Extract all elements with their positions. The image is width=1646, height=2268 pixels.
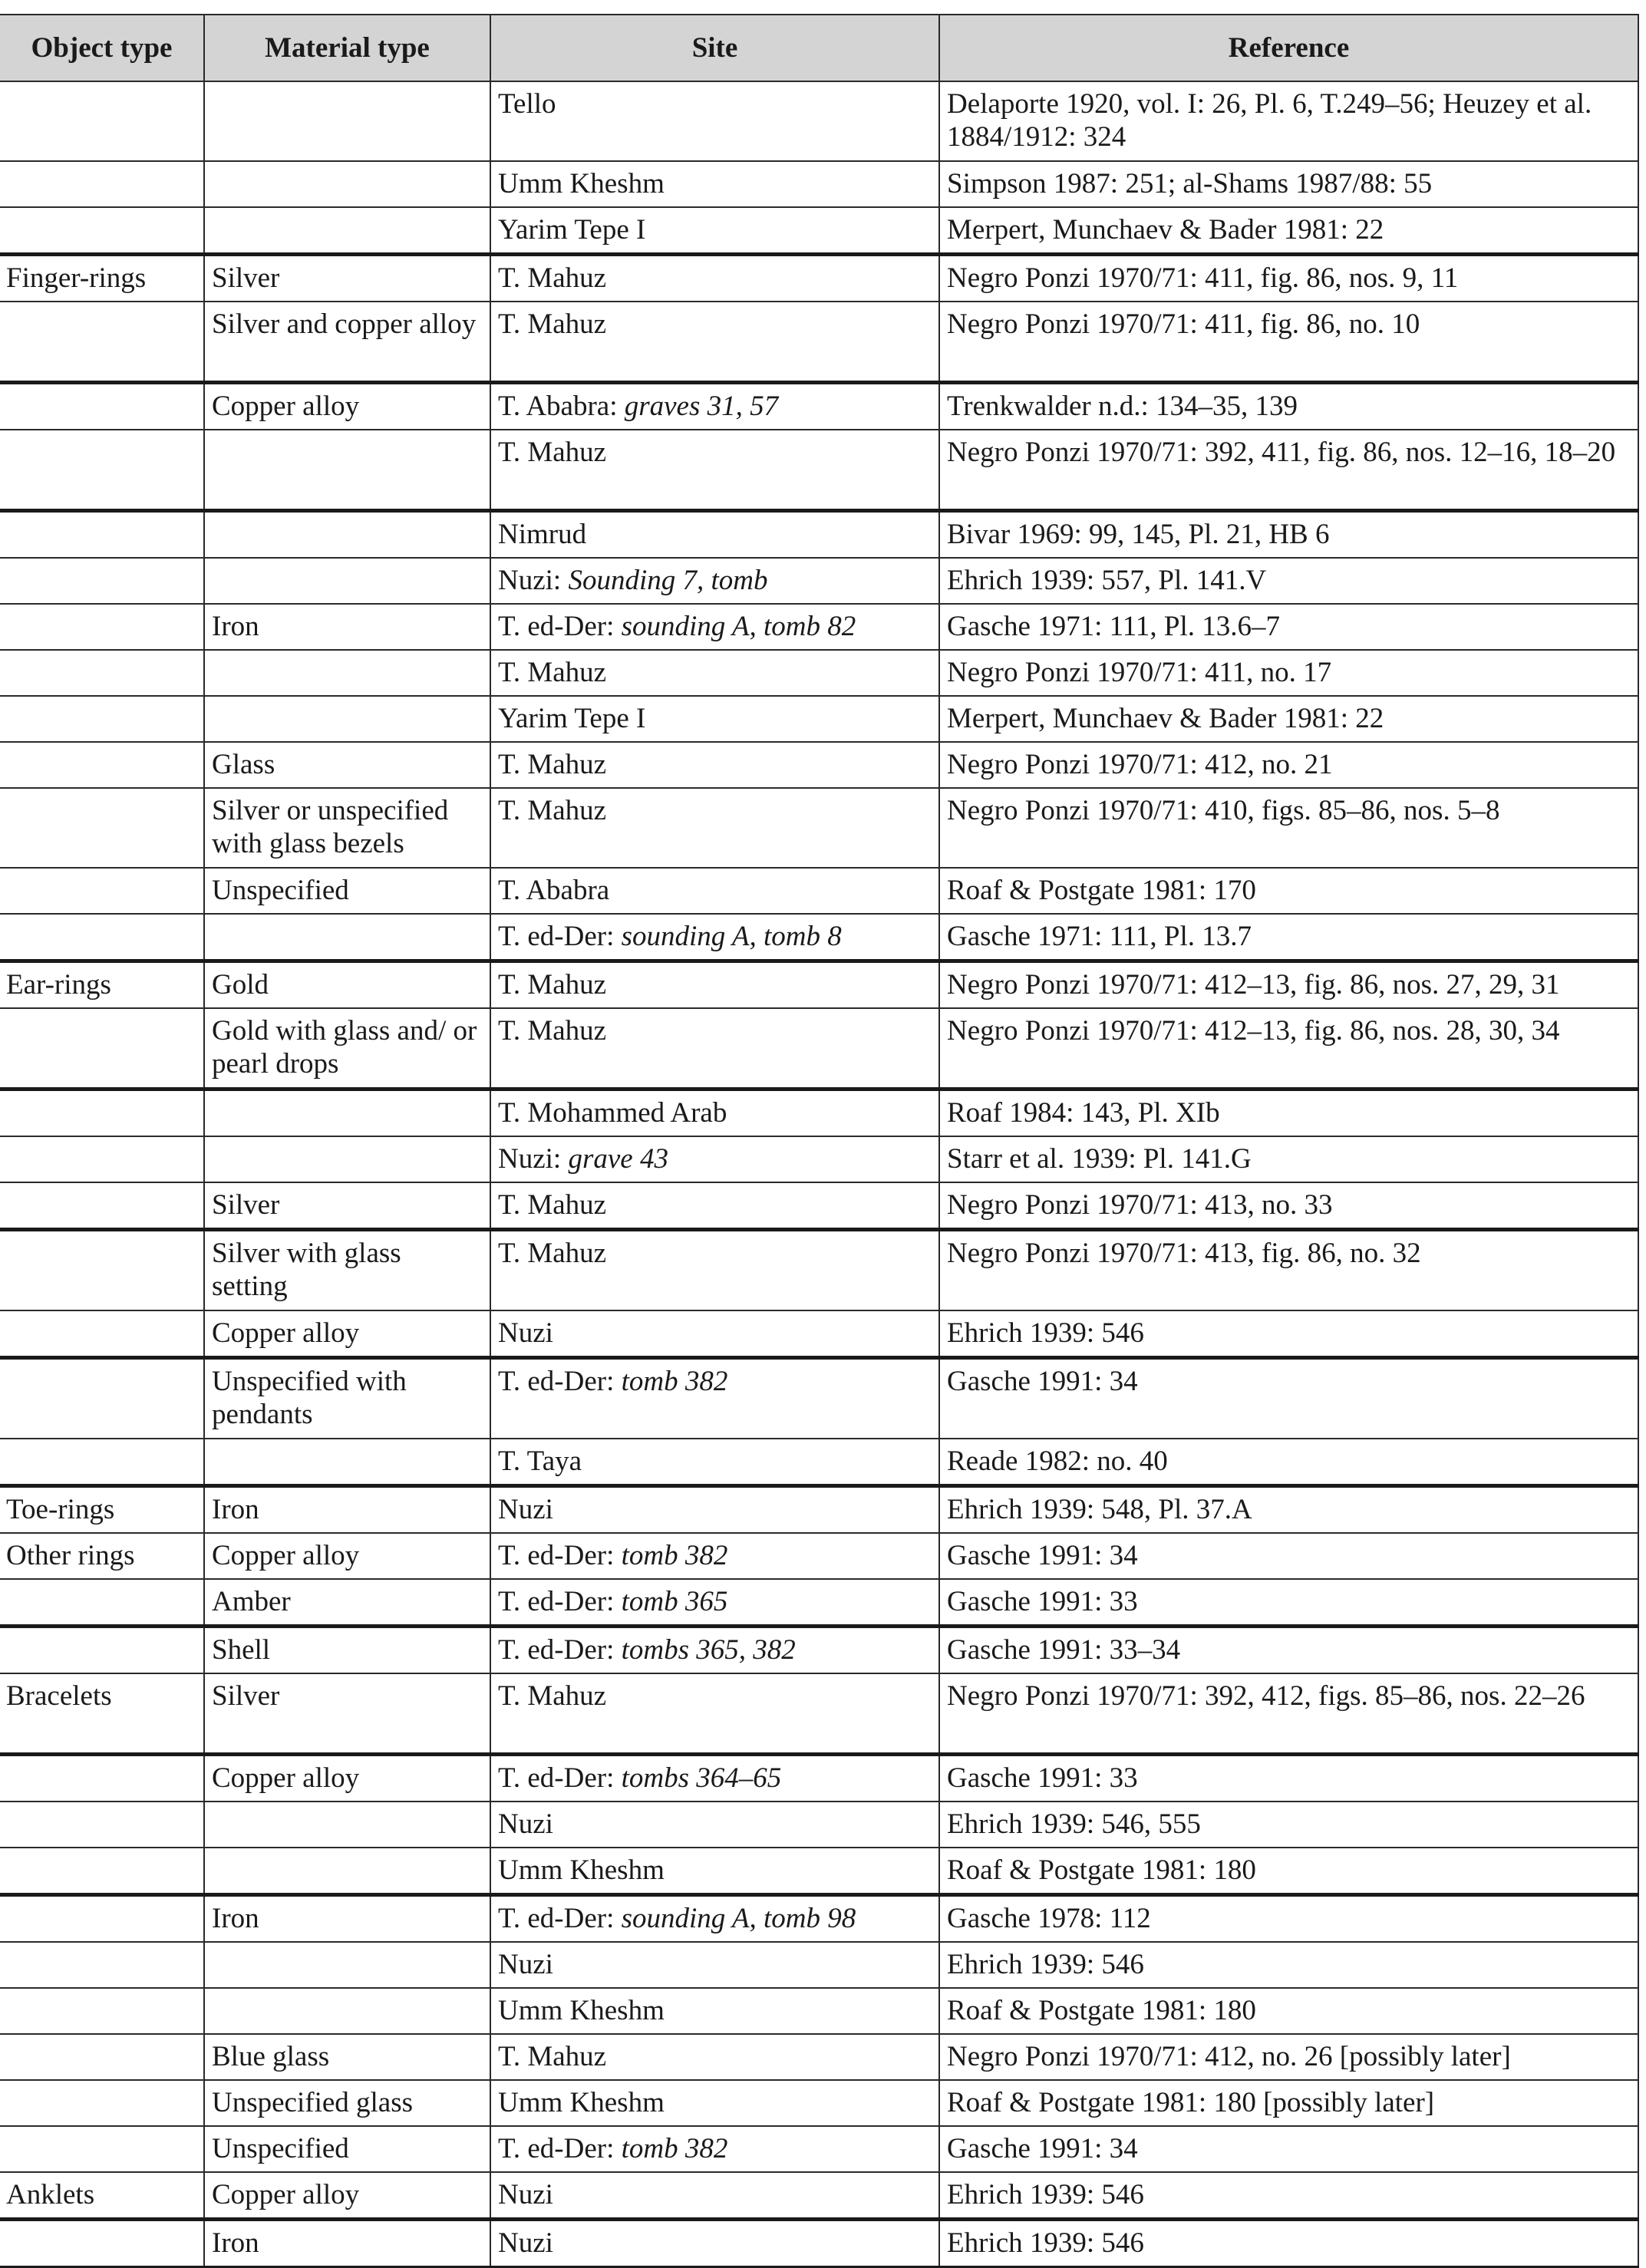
cell-material-type xyxy=(204,207,490,255)
table-row xyxy=(0,1848,1638,1895)
table-row xyxy=(0,1942,1638,1988)
cell-reference: Negro Ponzi 1970/71: 412–13, fig. 86, nos. 28, 30, 34 xyxy=(939,1008,1638,1089)
cell-site xyxy=(490,255,939,302)
cell-object-type xyxy=(0,1182,204,1230)
cell-site xyxy=(490,742,939,788)
cell-reference: Ehrich 1939: 546 xyxy=(939,2220,1638,2267)
header-reference: Reference xyxy=(939,15,1638,81)
cell-site xyxy=(490,1310,939,1358)
cell-reference: Ehrich 1939: 546 xyxy=(939,2172,1638,2220)
cell-material-type xyxy=(204,430,490,511)
table-row xyxy=(0,788,1638,868)
cell-reference: Ehrich 1939: 548, Pl. 37.A xyxy=(939,1486,1638,1534)
cell-material-type xyxy=(204,558,490,604)
cell-material-type: Copper alloy xyxy=(204,1310,490,1358)
site-name: T. Mahuz xyxy=(498,795,607,826)
site-context-note: tomb 382 xyxy=(621,1366,728,1397)
table-row xyxy=(0,604,1638,650)
site-context-note: tombs 365, 382 xyxy=(621,1634,796,1666)
table-row xyxy=(0,161,1638,207)
cell-reference: Roaf 1984: 143, Pl. XIb xyxy=(939,1089,1638,1137)
cell-site xyxy=(490,1358,939,1439)
cell-object-type: Ear-rings xyxy=(0,961,204,1009)
site-name: T. Mahuz xyxy=(498,2041,607,2072)
site-name: T. Mahuz xyxy=(498,437,607,468)
table-row xyxy=(0,430,1638,511)
site-name: T. ed-Der: xyxy=(498,1762,622,1794)
cell-reference: Roaf & Postgate 1981: 180 xyxy=(939,1848,1638,1895)
site-name: Umm Kheshm xyxy=(498,2087,665,2118)
cell-site xyxy=(490,2172,939,2220)
cell-object-type xyxy=(0,604,204,650)
cell-material-type xyxy=(204,1136,490,1182)
cell-reference: Gasche 1991: 34 xyxy=(939,2126,1638,2172)
site-name: T. Mahuz xyxy=(498,262,607,294)
table-row xyxy=(0,1579,1638,1627)
cell-object-type xyxy=(0,650,204,696)
cell-material-type: Unspecified with pendants xyxy=(204,1358,490,1439)
header-row xyxy=(0,15,1638,81)
table-row xyxy=(0,2126,1638,2172)
site-name: T. Mahuz xyxy=(498,1680,607,1712)
cell-reference: Gasche 1971: 111, Pl. 13.7 xyxy=(939,914,1638,961)
cell-reference: Ehrich 1939: 546, 555 xyxy=(939,1802,1638,1848)
cell-object-type xyxy=(0,788,204,868)
cell-material-type xyxy=(204,914,490,961)
table-row xyxy=(0,696,1638,742)
cell-material-type: Copper alloy xyxy=(204,383,490,430)
table-header xyxy=(0,15,1638,81)
cell-object-type xyxy=(0,1988,204,2034)
cell-reference: Negro Ponzi 1970/71: 392, 411, fig. 86, nos. 12–16, 18–20 xyxy=(939,430,1638,511)
cell-material-type xyxy=(204,511,490,559)
cell-reference: Roaf & Postgate 1981: 180 [possibly later] xyxy=(939,2080,1638,2126)
cell-object-type xyxy=(0,696,204,742)
cell-material-type: Copper alloy xyxy=(204,1533,490,1579)
site-context-note: sounding A, tomb 8 xyxy=(621,921,842,952)
cell-reference: Reade 1982: no. 40 xyxy=(939,1439,1638,1486)
cell-object-type xyxy=(0,207,204,255)
table-row xyxy=(0,1439,1638,1486)
cell-material-type xyxy=(204,1848,490,1895)
site-name: Nuzi xyxy=(498,1949,553,1980)
site-context-note: tombs 364–65 xyxy=(621,1762,782,1794)
cell-reference: Bivar 1969: 99, 145, Pl. 21, HB 6 xyxy=(939,511,1638,559)
table-row xyxy=(0,1310,1638,1358)
cell-material-type: Unspecified xyxy=(204,868,490,914)
cell-reference: Negro Ponzi 1970/71: 392, 412, figs. 85–86, nos. 22–26 xyxy=(939,1673,1638,1755)
cell-reference: Starr et al. 1939: Pl. 141.G xyxy=(939,1136,1638,1182)
cell-material-type: Iron xyxy=(204,1486,490,1534)
site-name: T. ed-Der: xyxy=(498,1586,622,1617)
cell-reference: Gasche 1991: 34 xyxy=(939,1358,1638,1439)
cell-site xyxy=(490,2126,939,2172)
cell-reference: Gasche 1991: 33 xyxy=(939,1579,1638,1627)
table-row xyxy=(0,1627,1638,1674)
table-row xyxy=(0,1895,1638,1943)
table-row xyxy=(0,302,1638,383)
table-row xyxy=(0,1136,1638,1182)
table-row xyxy=(0,1182,1638,1230)
cell-reference: Gasche 1991: 33 xyxy=(939,1755,1638,1802)
table-row xyxy=(0,2080,1638,2126)
cell-material-type: Silver xyxy=(204,1182,490,1230)
site-name: Umm Kheshm xyxy=(498,1995,665,2026)
cell-reference: Negro Ponzi 1970/71: 411, fig. 86, no. 10 xyxy=(939,302,1638,383)
cell-site xyxy=(490,161,939,207)
table-container xyxy=(0,14,1638,2268)
cell-object-type xyxy=(0,430,204,511)
cell-object-type xyxy=(0,1848,204,1895)
site-name: T. ed-Der: xyxy=(498,1366,622,1397)
cell-object-type xyxy=(0,868,204,914)
jewellery-references-table xyxy=(0,14,1639,2268)
site-name: T. ed-Der: xyxy=(498,1903,622,1934)
cell-object-type xyxy=(0,2126,204,2172)
cell-site xyxy=(490,1942,939,1988)
cell-reference: Gasche 1991: 33–34 xyxy=(939,1627,1638,1674)
cell-object-type xyxy=(0,742,204,788)
cell-site xyxy=(490,1627,939,1674)
site-name: T. Mahuz xyxy=(498,1238,607,1269)
cell-object-type xyxy=(0,511,204,559)
table-row xyxy=(0,207,1638,255)
cell-reference: Ehrich 1939: 546 xyxy=(939,1942,1638,1988)
site-context-note: graves 31, 57 xyxy=(624,391,779,422)
cell-reference: Roaf & Postgate 1981: 180 xyxy=(939,1988,1638,2034)
site-name: Nuzi: xyxy=(498,565,569,596)
cell-reference: Delaporte 1920, vol. I: 26, Pl. 6, T.249–56; Heuzey et al. 1884/1912: 324 xyxy=(939,81,1638,161)
cell-site xyxy=(490,558,939,604)
table-row xyxy=(0,742,1638,788)
site-name: Tello xyxy=(498,88,556,120)
cell-object-type xyxy=(0,2220,204,2267)
header-object-type: Object type xyxy=(0,15,204,81)
table-row xyxy=(0,81,1638,161)
cell-reference: Merpert, Munchaev & Bader 1981: 22 xyxy=(939,696,1638,742)
site-context-note: Sounding 7, tomb xyxy=(568,565,768,596)
cell-material-type: Gold with glass and/ or pearl drops xyxy=(204,1008,490,1089)
table-row xyxy=(0,558,1638,604)
cell-object-type xyxy=(0,1942,204,1988)
site-name: T. Ababra: xyxy=(498,391,625,422)
cell-site xyxy=(490,961,939,1009)
cell-material-type xyxy=(204,1439,490,1486)
cell-object-type xyxy=(0,1755,204,1802)
site-context-note: tomb 382 xyxy=(621,1540,728,1571)
cell-site xyxy=(490,1230,939,1311)
site-name: T. ed-Der: xyxy=(498,1634,622,1666)
cell-site xyxy=(490,788,939,868)
header-site: Site xyxy=(490,15,939,81)
cell-object-type xyxy=(0,1802,204,1848)
cell-object-type xyxy=(0,1008,204,1089)
cell-site xyxy=(490,302,939,383)
cell-material-type xyxy=(204,1802,490,1848)
cell-site xyxy=(490,2220,939,2267)
header-material-type: Material type xyxy=(204,15,490,81)
table-row xyxy=(0,1673,1638,1755)
cell-object-type xyxy=(0,1136,204,1182)
cell-material-type xyxy=(204,1988,490,2034)
table-row xyxy=(0,511,1638,559)
cell-site xyxy=(490,1533,939,1579)
cell-material-type: Unspecified glass xyxy=(204,2080,490,2126)
site-context-note: sounding A, tomb 98 xyxy=(621,1903,856,1934)
table-row xyxy=(0,1533,1638,1579)
cell-reference: Trenkwalder n.d.: 134–35, 139 xyxy=(939,383,1638,430)
site-name: Nimrud xyxy=(498,519,587,550)
cell-material-type xyxy=(204,1942,490,1988)
cell-object-type xyxy=(0,383,204,430)
table-row xyxy=(0,255,1638,302)
cell-material-type xyxy=(204,650,490,696)
cell-reference: Gasche 1991: 34 xyxy=(939,1533,1638,1579)
cell-material-type: Silver xyxy=(204,1673,490,1755)
cell-object-type: Finger-rings xyxy=(0,255,204,302)
site-name: T. Taya xyxy=(498,1446,582,1477)
table-row xyxy=(0,1358,1638,1439)
table-row xyxy=(0,1230,1638,1311)
cell-site xyxy=(490,1755,939,1802)
cell-object-type: Toe-rings xyxy=(0,1486,204,1534)
cell-object-type xyxy=(0,302,204,383)
site-name: T. ed-Der: xyxy=(498,1540,622,1571)
cell-site xyxy=(490,1988,939,2034)
cell-material-type: Silver with glass setting xyxy=(204,1230,490,1311)
cell-material-type xyxy=(204,1089,490,1137)
site-name: Nuzi: xyxy=(498,1143,569,1175)
cell-reference: Simpson 1987: 251; al-Shams 1987/88: 55 xyxy=(939,161,1638,207)
cell-object-type xyxy=(0,558,204,604)
table-row xyxy=(0,914,1638,961)
site-name: Umm Kheshm xyxy=(498,168,665,199)
site-name: Nuzi xyxy=(498,2227,553,2259)
site-context-note: tomb 365 xyxy=(621,1586,728,1617)
site-name: T. Mahuz xyxy=(498,657,607,688)
cell-material-type: Copper alloy xyxy=(204,1755,490,1802)
cell-site xyxy=(490,1579,939,1627)
cell-object-type xyxy=(0,914,204,961)
cell-material-type: Blue glass xyxy=(204,2034,490,2080)
cell-site xyxy=(490,1182,939,1230)
site-name: T. Ababra xyxy=(498,875,610,906)
cell-site xyxy=(490,81,939,161)
site-name: Yarim Tepe I xyxy=(498,703,646,734)
site-name: T. ed-Der: xyxy=(498,2133,622,2164)
cell-reference: Negro Ponzi 1970/71: 413, fig. 86, no. 32 xyxy=(939,1230,1638,1311)
cell-object-type xyxy=(0,2034,204,2080)
site-name: Nuzi xyxy=(498,2179,553,2210)
table-row xyxy=(0,2172,1638,2220)
cell-material-type xyxy=(204,696,490,742)
cell-reference: Gasche 1978: 112 xyxy=(939,1895,1638,1943)
cell-object-type xyxy=(0,1089,204,1137)
cell-object-type xyxy=(0,81,204,161)
table-row xyxy=(0,1008,1638,1089)
cell-object-type xyxy=(0,1310,204,1358)
cell-object-type: Bracelets xyxy=(0,1673,204,1755)
site-name: T. Mohammed Arab xyxy=(498,1097,727,1129)
site-name: T. ed-Der: xyxy=(498,611,622,642)
cell-reference: Negro Ponzi 1970/71: 410, figs. 85–86, nos. 5–8 xyxy=(939,788,1638,868)
cell-site xyxy=(490,2080,939,2126)
cell-site xyxy=(490,1008,939,1089)
cell-site xyxy=(490,383,939,430)
site-context-note: grave 43 xyxy=(568,1143,668,1175)
cell-site xyxy=(490,1673,939,1755)
table-row xyxy=(0,868,1638,914)
table-row xyxy=(0,1802,1638,1848)
site-name: Yarim Tepe I xyxy=(498,214,646,246)
site-name: T. Mahuz xyxy=(498,1015,607,1047)
table-row xyxy=(0,2220,1638,2267)
table-row xyxy=(0,961,1638,1009)
table-row xyxy=(0,1089,1638,1137)
cell-reference: Negro Ponzi 1970/71: 411, fig. 86, nos. 9, 11 xyxy=(939,255,1638,302)
site-name: T. Mahuz xyxy=(498,308,607,340)
cell-material-type: Silver and copper alloy xyxy=(204,302,490,383)
cell-material-type: Amber xyxy=(204,1579,490,1627)
cell-site xyxy=(490,1848,939,1895)
cell-reference: Ehrich 1939: 546 xyxy=(939,1310,1638,1358)
site-name: T. Mahuz xyxy=(498,749,607,780)
cell-site xyxy=(490,1895,939,1943)
cell-material-type: Iron xyxy=(204,604,490,650)
site-name: Nuzi xyxy=(498,1317,553,1349)
site-name: Umm Kheshm xyxy=(498,1854,665,1886)
cell-material-type: Iron xyxy=(204,1895,490,1943)
site-name: T. ed-Der: xyxy=(498,921,622,952)
cell-object-type xyxy=(0,1579,204,1627)
cell-site xyxy=(490,1802,939,1848)
cell-site xyxy=(490,868,939,914)
cell-site xyxy=(490,207,939,255)
table-row xyxy=(0,650,1638,696)
cell-site xyxy=(490,914,939,961)
cell-material-type: Unspecified xyxy=(204,2126,490,2172)
cell-material-type xyxy=(204,81,490,161)
cell-site xyxy=(490,1486,939,1534)
cell-object-type xyxy=(0,1230,204,1311)
cell-object-type xyxy=(0,1439,204,1486)
cell-object-type: Anklets xyxy=(0,2172,204,2220)
cell-material-type: Gold xyxy=(204,961,490,1009)
cell-site xyxy=(490,430,939,511)
cell-material-type: Shell xyxy=(204,1627,490,1674)
table-row xyxy=(0,383,1638,430)
table-row xyxy=(0,1486,1638,1534)
cell-material-type: Copper alloy xyxy=(204,2172,490,2220)
table-row xyxy=(0,2034,1638,2080)
cell-site xyxy=(490,650,939,696)
site-name: T. Mahuz xyxy=(498,969,607,1000)
cell-reference: Negro Ponzi 1970/71: 412, no. 26 [possibly later] xyxy=(939,2034,1638,2080)
site-context-note: tomb 382 xyxy=(621,2133,728,2164)
cell-site xyxy=(490,2034,939,2080)
cell-site xyxy=(490,1089,939,1137)
cell-material-type xyxy=(204,161,490,207)
cell-material-type: Silver or unspecified with glass bezels xyxy=(204,788,490,868)
table-body xyxy=(0,81,1638,2267)
cell-object-type xyxy=(0,1627,204,1674)
cell-reference: Roaf & Postgate 1981: 170 xyxy=(939,868,1638,914)
cell-object-type: Other rings xyxy=(0,1533,204,1579)
site-name: Nuzi xyxy=(498,1808,553,1840)
table-row xyxy=(0,1755,1638,1802)
cell-object-type xyxy=(0,1358,204,1439)
cell-object-type xyxy=(0,2080,204,2126)
cell-material-type: Glass xyxy=(204,742,490,788)
cell-reference: Negro Ponzi 1970/71: 411, no. 17 xyxy=(939,650,1638,696)
cell-site xyxy=(490,696,939,742)
cell-reference: Merpert, Munchaev & Bader 1981: 22 xyxy=(939,207,1638,255)
table-row xyxy=(0,1988,1638,2034)
cell-site xyxy=(490,1136,939,1182)
cell-reference: Negro Ponzi 1970/71: 413, no. 33 xyxy=(939,1182,1638,1230)
cell-reference: Gasche 1971: 111, Pl. 13.6–7 xyxy=(939,604,1638,650)
cell-object-type xyxy=(0,1895,204,1943)
cell-site xyxy=(490,604,939,650)
cell-material-type: Iron xyxy=(204,2220,490,2267)
cell-reference: Ehrich 1939: 557, Pl. 141.V xyxy=(939,558,1638,604)
cell-material-type: Silver xyxy=(204,255,490,302)
cell-reference: Negro Ponzi 1970/71: 412, no. 21 xyxy=(939,742,1638,788)
cell-object-type xyxy=(0,161,204,207)
site-name: T. Mahuz xyxy=(498,1189,607,1221)
cell-reference: Negro Ponzi 1970/71: 412–13, fig. 86, nos. 27, 29, 31 xyxy=(939,961,1638,1009)
site-context-note: sounding A, tomb 82 xyxy=(621,611,856,642)
cell-site xyxy=(490,511,939,559)
site-name: Nuzi xyxy=(498,1494,553,1525)
cell-site xyxy=(490,1439,939,1486)
